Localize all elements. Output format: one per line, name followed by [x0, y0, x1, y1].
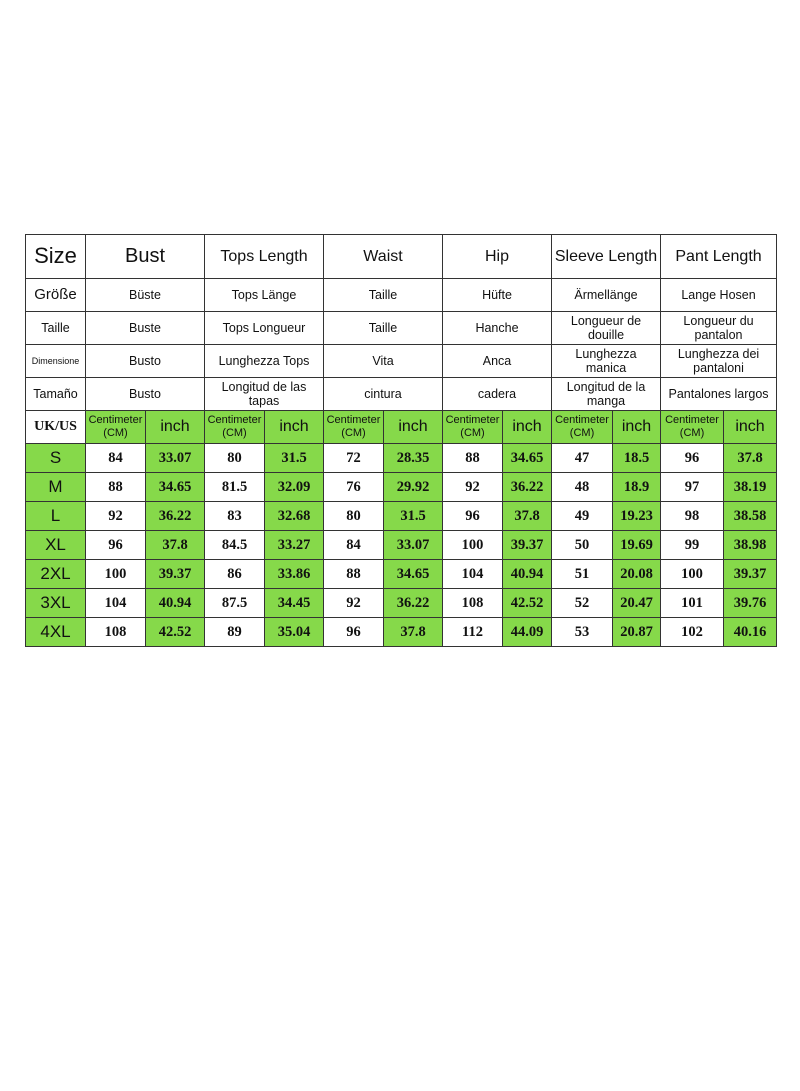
header-bust: Bust: [86, 235, 205, 279]
inch-value-cell: 33.07: [146, 444, 205, 473]
cm-value-cell: 88: [443, 444, 503, 473]
inch-value-cell: 37.8: [146, 531, 205, 560]
inch-value-cell: 31.5: [265, 444, 324, 473]
inch-value-cell: 20.87: [613, 618, 661, 647]
cm-value-cell: 81.5: [205, 473, 265, 502]
inch-value-cell: 39.37: [146, 560, 205, 589]
size-cell: 4XL: [26, 618, 86, 647]
size-cell: 3XL: [26, 589, 86, 618]
translation-row: [26, 345, 777, 378]
inch-value-cell: 38.58: [724, 502, 777, 531]
inch-value-cell: 33.86: [265, 560, 324, 589]
inch-value-cell: 38.98: [724, 531, 777, 560]
header-pant-length: Pant Length: [661, 235, 777, 279]
table-row: [26, 560, 777, 589]
cm-value-cell: 98: [661, 502, 724, 531]
cm-value-cell: 108: [86, 618, 146, 647]
size-cell: S: [26, 444, 86, 473]
cm-value-cell: 76: [324, 473, 384, 502]
cm-value-cell: 92: [324, 589, 384, 618]
unit-inch-label: inch: [503, 411, 552, 444]
cm-value-cell: 49: [552, 502, 613, 531]
translation-cell: Büste: [86, 279, 205, 312]
translation-cell: Tops Länge: [205, 279, 324, 312]
inch-value-cell: 40.16: [724, 618, 777, 647]
cm-value-cell: 100: [86, 560, 146, 589]
size-chart-table: [25, 234, 777, 647]
table-row: [26, 473, 777, 502]
cm-value-cell: 86: [205, 560, 265, 589]
cm-value-cell: 83: [205, 502, 265, 531]
cm-value-cell: 101: [661, 589, 724, 618]
translation-cell: Vita: [324, 345, 443, 378]
unit-inch-label: inch: [613, 411, 661, 444]
size-cell: XL: [26, 531, 86, 560]
cm-value-cell: 96: [661, 444, 724, 473]
units-row: [26, 411, 777, 444]
translation-row: [26, 378, 777, 411]
inch-value-cell: 28.35: [384, 444, 443, 473]
inch-value-cell: 37.8: [503, 502, 552, 531]
inch-value-cell: 38.19: [724, 473, 777, 502]
inch-value-cell: 34.45: [265, 589, 324, 618]
translation-cell: Longueur du pantalon: [661, 312, 777, 345]
cm-value-cell: 84: [324, 531, 384, 560]
translation-cell: Anca: [443, 345, 552, 378]
translation-cell: Taille: [324, 279, 443, 312]
translation-cell: cintura: [324, 378, 443, 411]
inch-value-cell: 39.76: [724, 589, 777, 618]
translation-row: [26, 279, 777, 312]
cm-value-cell: 108: [443, 589, 503, 618]
unit-inch-label: inch: [265, 411, 324, 444]
inch-value-cell: 33.07: [384, 531, 443, 560]
inch-value-cell: 42.52: [503, 589, 552, 618]
cm-value-cell: 48: [552, 473, 613, 502]
cm-value-cell: 96: [324, 618, 384, 647]
inch-value-cell: 39.37: [503, 531, 552, 560]
cm-value-cell: 87.5: [205, 589, 265, 618]
translation-cell: Hanche: [443, 312, 552, 345]
inch-value-cell: 34.65: [146, 473, 205, 502]
cm-value-cell: 84: [86, 444, 146, 473]
cm-value-cell: 89: [205, 618, 265, 647]
translation-cell: Ärmellänge: [552, 279, 661, 312]
translation-cell: Lunghezza Tops: [205, 345, 324, 378]
translation-cell: cadera: [443, 378, 552, 411]
inch-value-cell: 40.94: [503, 560, 552, 589]
unit-inch-label: inch: [146, 411, 205, 444]
table-row: [26, 589, 777, 618]
inch-value-cell: 37.8: [384, 618, 443, 647]
unit-cm-label: Centimeter (CM): [324, 411, 384, 444]
size-cell: 2XL: [26, 560, 86, 589]
table-row: [26, 531, 777, 560]
inch-value-cell: 20.08: [613, 560, 661, 589]
size-header: Size: [26, 235, 86, 279]
unit-cm-label: Centimeter (CM): [443, 411, 503, 444]
cm-value-cell: 92: [443, 473, 503, 502]
cm-value-cell: 51: [552, 560, 613, 589]
unit-cm-label: Centimeter (CM): [552, 411, 613, 444]
translation-cell: Busto: [86, 378, 205, 411]
cm-value-cell: 92: [86, 502, 146, 531]
translation-cell: Tops Longueur: [205, 312, 324, 345]
header-hip: Hip: [443, 235, 552, 279]
cm-value-cell: 104: [443, 560, 503, 589]
cm-value-cell: 112: [443, 618, 503, 647]
cm-value-cell: 50: [552, 531, 613, 560]
cm-value-cell: 53: [552, 618, 613, 647]
inch-value-cell: 35.04: [265, 618, 324, 647]
inch-value-cell: 36.22: [503, 473, 552, 502]
cm-value-cell: 47: [552, 444, 613, 473]
translation-cell: Taille: [324, 312, 443, 345]
header-sleeve-length: Sleeve Length: [552, 235, 661, 279]
cm-value-cell: 96: [443, 502, 503, 531]
translation-cell: Longitud de la manga: [552, 378, 661, 411]
inch-value-cell: 19.69: [613, 531, 661, 560]
translation-cell: Longueur de douille: [552, 312, 661, 345]
cm-value-cell: 100: [443, 531, 503, 560]
cm-value-cell: 104: [86, 589, 146, 618]
inch-value-cell: 37.8: [724, 444, 777, 473]
cm-value-cell: 88: [86, 473, 146, 502]
inch-value-cell: 39.37: [724, 560, 777, 589]
translation-cell: Busto: [86, 345, 205, 378]
cm-value-cell: 96: [86, 531, 146, 560]
table-row: [26, 618, 777, 647]
translation-cell: Lange Hosen: [661, 279, 777, 312]
cm-value-cell: 100: [661, 560, 724, 589]
cm-value-cell: 84.5: [205, 531, 265, 560]
translation-label: Dimensione: [26, 345, 86, 378]
unit-inch-label: inch: [384, 411, 443, 444]
translation-cell: Buste: [86, 312, 205, 345]
cm-value-cell: 99: [661, 531, 724, 560]
cm-value-cell: 80: [205, 444, 265, 473]
inch-value-cell: 18.9: [613, 473, 661, 502]
inch-value-cell: 34.65: [384, 560, 443, 589]
translation-label: Tamaño: [26, 378, 86, 411]
unit-inch-label: inch: [724, 411, 777, 444]
table-row: [26, 444, 777, 473]
inch-value-cell: 33.27: [265, 531, 324, 560]
inch-value-cell: 32.68: [265, 502, 324, 531]
translation-label: Taille: [26, 312, 86, 345]
header-row: [26, 235, 777, 279]
inch-value-cell: 31.5: [384, 502, 443, 531]
cm-value-cell: 72: [324, 444, 384, 473]
inch-value-cell: 34.65: [503, 444, 552, 473]
size-cell: M: [26, 473, 86, 502]
translation-cell: Lunghezza manica: [552, 345, 661, 378]
inch-value-cell: 18.5: [613, 444, 661, 473]
region-label: UK/US: [26, 411, 86, 444]
inch-value-cell: 44.09: [503, 618, 552, 647]
inch-value-cell: 36.22: [146, 502, 205, 531]
cm-value-cell: 80: [324, 502, 384, 531]
translation-cell: Longitud de las tapas: [205, 378, 324, 411]
inch-value-cell: 32.09: [265, 473, 324, 502]
table-row: [26, 502, 777, 531]
unit-cm-label: Centimeter (CM): [86, 411, 146, 444]
inch-value-cell: 20.47: [613, 589, 661, 618]
translation-cell: Hüfte: [443, 279, 552, 312]
inch-value-cell: 29.92: [384, 473, 443, 502]
header-tops-length: Tops Length: [205, 235, 324, 279]
unit-cm-label: Centimeter (CM): [205, 411, 265, 444]
translation-row: [26, 312, 777, 345]
inch-value-cell: 19.23: [613, 502, 661, 531]
cm-value-cell: 97: [661, 473, 724, 502]
size-cell: L: [26, 502, 86, 531]
translation-cell: Pantalones largos: [661, 378, 777, 411]
cm-value-cell: 88: [324, 560, 384, 589]
inch-value-cell: 36.22: [384, 589, 443, 618]
inch-value-cell: 40.94: [146, 589, 205, 618]
cm-value-cell: 52: [552, 589, 613, 618]
cm-value-cell: 102: [661, 618, 724, 647]
inch-value-cell: 42.52: [146, 618, 205, 647]
unit-cm-label: Centimeter (CM): [661, 411, 724, 444]
header-waist: Waist: [324, 235, 443, 279]
translation-cell: Lunghezza dei pantaloni: [661, 345, 777, 378]
translation-label: Größe: [26, 279, 86, 312]
